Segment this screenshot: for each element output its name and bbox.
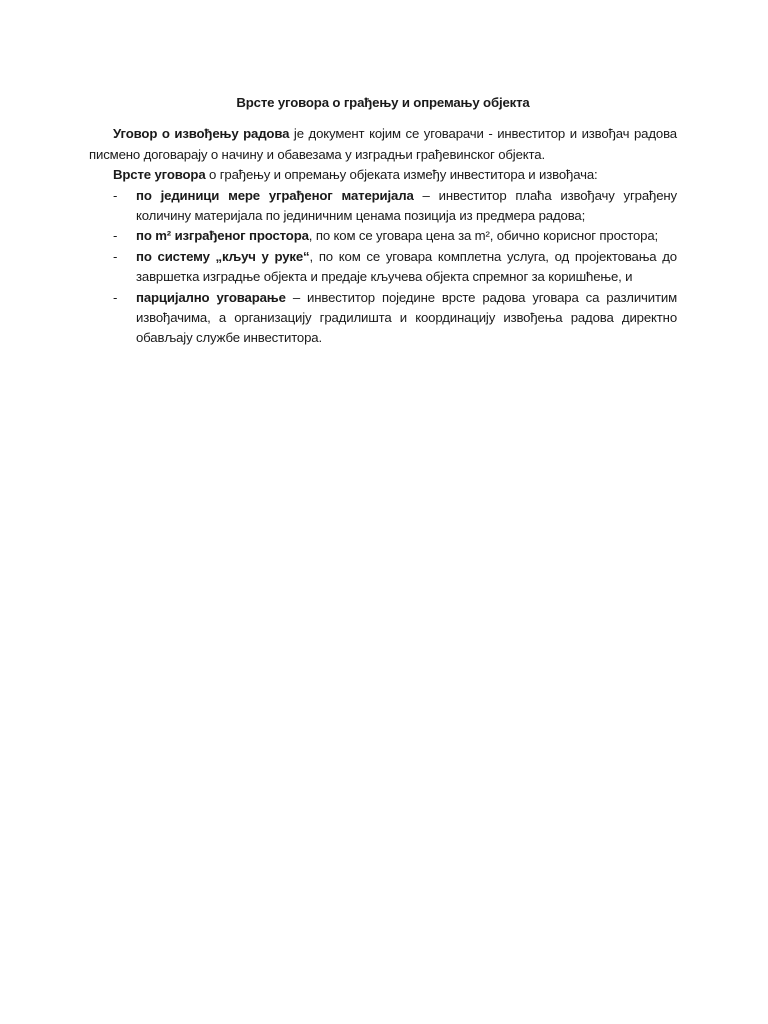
list-item-term: парцијално уговарање bbox=[136, 289, 286, 305]
list-item-text: – инвеститор поједине врсте радова уговара са различитим извођачима, а организацију градилишта и координацију извођења радова директно обављају службе инвеститора. bbox=[136, 289, 677, 346]
definition-text: је документ којим се уговарачи - инвеститор и извођач радова писмено договарају о начину и обавезама у изградњи грађевинског објекта. bbox=[89, 126, 677, 162]
list-intro bbox=[89, 165, 677, 185]
list-intro-text: о грађењу и опремању објеката између инвеститора и извођача: bbox=[205, 167, 598, 183]
list-item-text: , по ком се уговара комплетна услуга, од пројектовања до завршетка изградње објекта и предаје кључева објекта спремног за коришћење, и bbox=[136, 248, 677, 285]
list-item-text: – инвеститор плаћа извођачу уграђену количину материјала по јединичним ценама позиција из предмера радова; bbox=[136, 187, 677, 224]
document-title: Врсте уговора о грађењу и опремању објекта bbox=[236, 95, 530, 110]
list-item bbox=[89, 186, 677, 227]
list-bullet: - bbox=[113, 248, 118, 264]
list-item bbox=[89, 288, 677, 349]
list-intro-term: Врсте уговора bbox=[113, 167, 206, 183]
document-body bbox=[89, 93, 677, 349]
list-item bbox=[89, 247, 677, 288]
list-item-term: по систему „кључ у руке“ bbox=[136, 248, 310, 264]
definition-term: Уговор о извођењу радова bbox=[113, 126, 290, 142]
list-item-term: по m² изграђеног простора bbox=[136, 228, 309, 244]
list-bullet: - bbox=[113, 228, 118, 244]
list-item-text: , по ком се уговара цена за m², обично корисног простора; bbox=[308, 228, 659, 244]
list-bullet: - bbox=[113, 187, 118, 203]
definition-paragraph bbox=[89, 124, 677, 165]
list-item-term: по јединици мере уграђеног материјала bbox=[136, 187, 414, 203]
list-bullet: - bbox=[113, 289, 118, 305]
contract-types-list bbox=[89, 186, 677, 349]
list-item bbox=[89, 226, 677, 246]
